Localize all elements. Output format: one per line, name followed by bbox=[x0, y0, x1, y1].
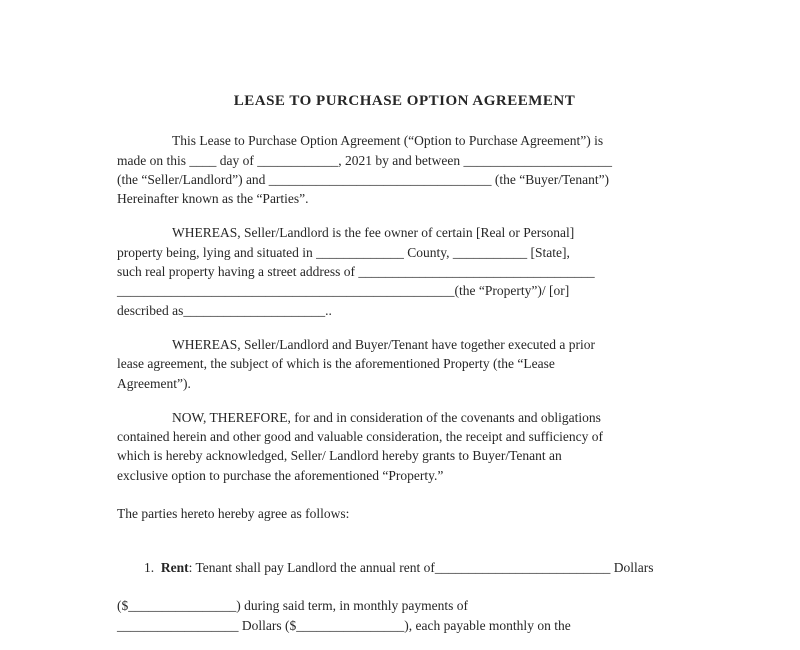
paragraph-whereas-lease bbox=[117, 335, 692, 393]
text-line: such real property having a street address of ___________________________________ bbox=[117, 264, 595, 280]
paragraph-agree-follows bbox=[117, 504, 692, 523]
text-line: Hereinafter known as the “Parties”. bbox=[117, 191, 309, 207]
paragraph-whereas-property bbox=[117, 223, 692, 319]
text-line: (the “Seller/Landlord”) and _________________________________ (the “Buyer/Tenant”) bbox=[117, 171, 610, 187]
text-line: contained herein and other good and valuable consideration, the receipt and sufficiency of bbox=[117, 429, 603, 445]
text-line: WHEREAS, Seller/Landlord and Buyer/Tenant have together executed a prior bbox=[172, 336, 596, 352]
text-line bbox=[117, 538, 692, 596]
text-line: described as_____________________.. bbox=[117, 302, 332, 318]
clause-text: : Tenant shall pay Landlord the annual rent of__________________________ Dollars bbox=[188, 559, 654, 575]
text-line: exclusive option to purchase the aforementioned “Property.” bbox=[117, 467, 444, 483]
text-line: __________________ Dollars ($________________), each payable monthly on the bbox=[117, 617, 571, 633]
text-line: WHEREAS, Seller/Landlord is the fee owner of certain [Real or Personal] bbox=[172, 225, 575, 241]
document-title: LEASE TO PURCHASE OPTION AGREEMENT bbox=[233, 93, 576, 109]
text-line: which is hereby acknowledged, Seller/ Landlord hereby grants to Buyer/Tenant an bbox=[117, 448, 562, 464]
clause-term-label: Rent bbox=[160, 559, 189, 575]
text-line: ($________________) during said term, in monthly payments of bbox=[117, 598, 468, 614]
text-line: NOW, THEREFORE, for and in consideration of the covenants and obligations bbox=[172, 409, 601, 425]
paragraph-intro bbox=[117, 131, 692, 208]
text-line: __________________________________________________(the “Property”)/ [or] bbox=[117, 283, 570, 299]
text-line: Agreement”). bbox=[117, 375, 191, 391]
text-line: lease agreement, the subject of which is the aforementioned Property (the “Lease bbox=[117, 356, 555, 372]
clause-number: 1. bbox=[144, 559, 161, 575]
text-line: made on this ____ day of ____________, 2021 by and between ______________________ bbox=[117, 152, 612, 168]
clause-rent bbox=[117, 538, 692, 634]
text-line: property being, lying and situated in _____________ County, ___________ [State], bbox=[117, 244, 570, 260]
text-line: This Lease to Purchase Option Agreement (“Option to Purchase Agreement”) is bbox=[172, 133, 604, 149]
text-line: The parties hereto hereby agree as follows: bbox=[117, 506, 350, 522]
document-content bbox=[117, 92, 692, 650]
paragraph-now-therefore bbox=[117, 408, 692, 485]
